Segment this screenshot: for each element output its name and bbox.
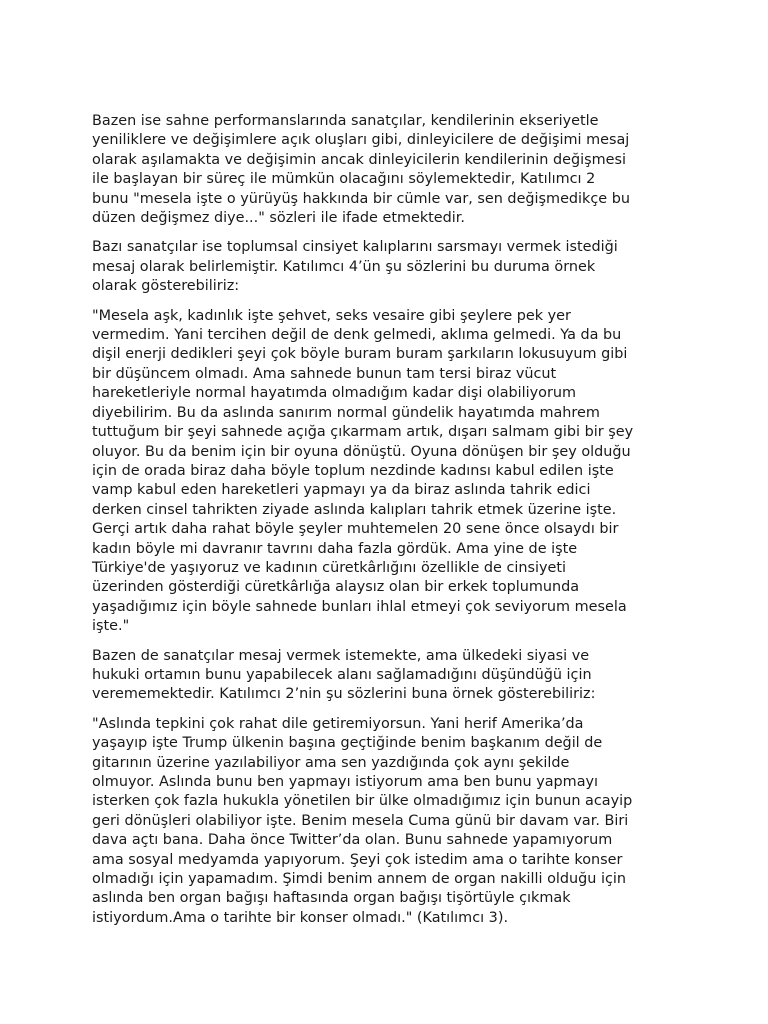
text-line: olmuyor. Aslında bunu ben yapmayı istiyorum ama ben bunu yapmayı (92, 774, 599, 790)
text-line: dava açtı bana. Daha önce Twitter’da olan. Bunu sahnede yapamıyorum (92, 832, 613, 849)
text-line: işte." (92, 618, 130, 635)
text-line: olarak gösterebiliriz: (92, 278, 240, 295)
text-line: Bazen de sanatçılar mesaj vermek istemekte, ama ülkedeki siyasi ve (92, 647, 590, 664)
text-line: "Aslında tepkini çok rahat dile getiremiyorsun. Yani herif Amerika’da (92, 715, 584, 732)
text-line: ile başlayan bir süreç ile mümkün olacağını söylemektedir, Katılımcı 2 (92, 171, 596, 188)
text-line: diyebilirim. Bu da aslında sanırım normal gündelik hayatımda mahrem (92, 404, 600, 421)
quote-paragraph-1 (92, 307, 682, 637)
text-line: bunu "mesela işte o yürüyüş hakkında bir cümle var, sen değişmedikçe bu (92, 190, 630, 207)
text-line: olarak aşılamakta ve değişimin ancak dinleyicilerin kendilerinin değişmesi (92, 151, 626, 168)
text-line: dişil enerji dedikleri şeyi çok böyle buram buram şarkıların lokusuyum gibi (92, 346, 628, 363)
text-line: üzerinden gösterdiği cüretkârlığa alaysız olan bir erkek toplumunda (92, 579, 580, 596)
text-line: geri dönüşleri olabiliyor işte. Benim mesela Cuma günü bir davam var. Biri (92, 812, 629, 829)
paragraph-2 (92, 238, 682, 296)
text-line: vamp kabul eden hareketleri yapmayı ya da biraz aslında tahrik edici (92, 482, 591, 499)
text-line: Gerçi artık daha rahat böyle şeyler muhtemelen 20 sene önce olsaydı bir (92, 521, 619, 538)
text-line: hareketleriyle normal hayatımda olmadığım kadar dişi olabiliyorum (92, 385, 577, 402)
text-line: gitarının üzerine yazılabiliyor ama sen yazdığında çok aynı şekilde (92, 754, 570, 771)
text-line: kadın böyle mi davranır tavrını daha fazla gördük. Ama yine de işte (92, 540, 578, 557)
paragraph-1 (92, 112, 682, 228)
text-line: Türkiye'de yaşıyoruz ve kadının cüretkârlığını özellikle de cinsiyeti (92, 559, 567, 576)
text-line: verememektedir. Katılımcı 2’nin şu sözlerini buna örnek gösterebiliriz: (92, 686, 596, 703)
text-line: vermedim. Yani tercihen değil de denk gelmedi, aklıma gelmedi. Ya da bu (92, 327, 622, 344)
text-line: düzen değişmez diye..." sözleri ile ifade etmektedir. (92, 210, 465, 227)
text-line: tuttuğum bir şeyi sahnede açığa çıkarmam artık, dışarı salmam gibi bir şey (92, 424, 634, 441)
document-page (92, 112, 682, 938)
text-line: için de orada biraz daha böyle toplum nezdinde kadınsı kabul edilen işte (92, 462, 614, 479)
text-line: yaşayıp işte Trump ülkenin başına geçtiğinde benim başkanım değil de (92, 735, 603, 752)
text-line: oluyor. Bu da benim için bir oyuna dönüştü. Oyuna dönüşen bir şey olduğu (92, 443, 631, 460)
text-line: derken cinsel tahrikten ziyade aslında kalıpları tahrik etmek üzerine işte. (92, 501, 617, 518)
text-line: yeniliklere ve değişimlere açık oluşları gibi, dinleyicilere de değişimi mesaj (92, 132, 630, 149)
text-line: aslında ben organ bağışı haftasında organ bağışı tişörtüyle çıkmak (92, 890, 571, 907)
text-line: mesaj olarak belirlemiştir. Katılımcı 4’ün şu sözlerini bu duruma örnek (92, 258, 596, 275)
text-line: istiyordum.Ama o tarihte bir konser olmadı." (Katılımcı 3). (92, 909, 509, 926)
quote-paragraph-2 (92, 715, 682, 928)
text-line: isterken çok fazla hukukla yönetilen bir ülke olmadığımız için bunun acayip (92, 793, 633, 810)
text-line: yaşadığımız için böyle sahnede bunları ihlal etmeyi çok seviyorum mesela (92, 598, 627, 615)
text-line: Bazı sanatçılar ise toplumsal cinsiyet kalıplarını sarsmayı vermek istediği (92, 239, 618, 256)
text-line: ama sosyal medyamda yapıyorum. Şeyi çok istedim ama o tarihte konser (92, 851, 623, 868)
text-line: "Mesela aşk, kadınlık işte şehvet, seks vesaire gibi şeylere pek yer (92, 307, 571, 324)
text-line: hukuki ortamın bunu yapabilecek alanı sağlamadığını düşündüğü için (92, 666, 592, 683)
text-line: bir düşüncem olmadı. Ama sahnede bunun tam tersi biraz vücut (92, 365, 557, 382)
text-line: olmadığı için yapamadım. Şimdi benim annem de organ nakilli olduğu için (92, 871, 627, 888)
paragraph-3 (92, 647, 682, 705)
text-line: Bazen ise sahne performanslarında sanatçılar, kendilerinin ekseriyetle (92, 113, 599, 129)
